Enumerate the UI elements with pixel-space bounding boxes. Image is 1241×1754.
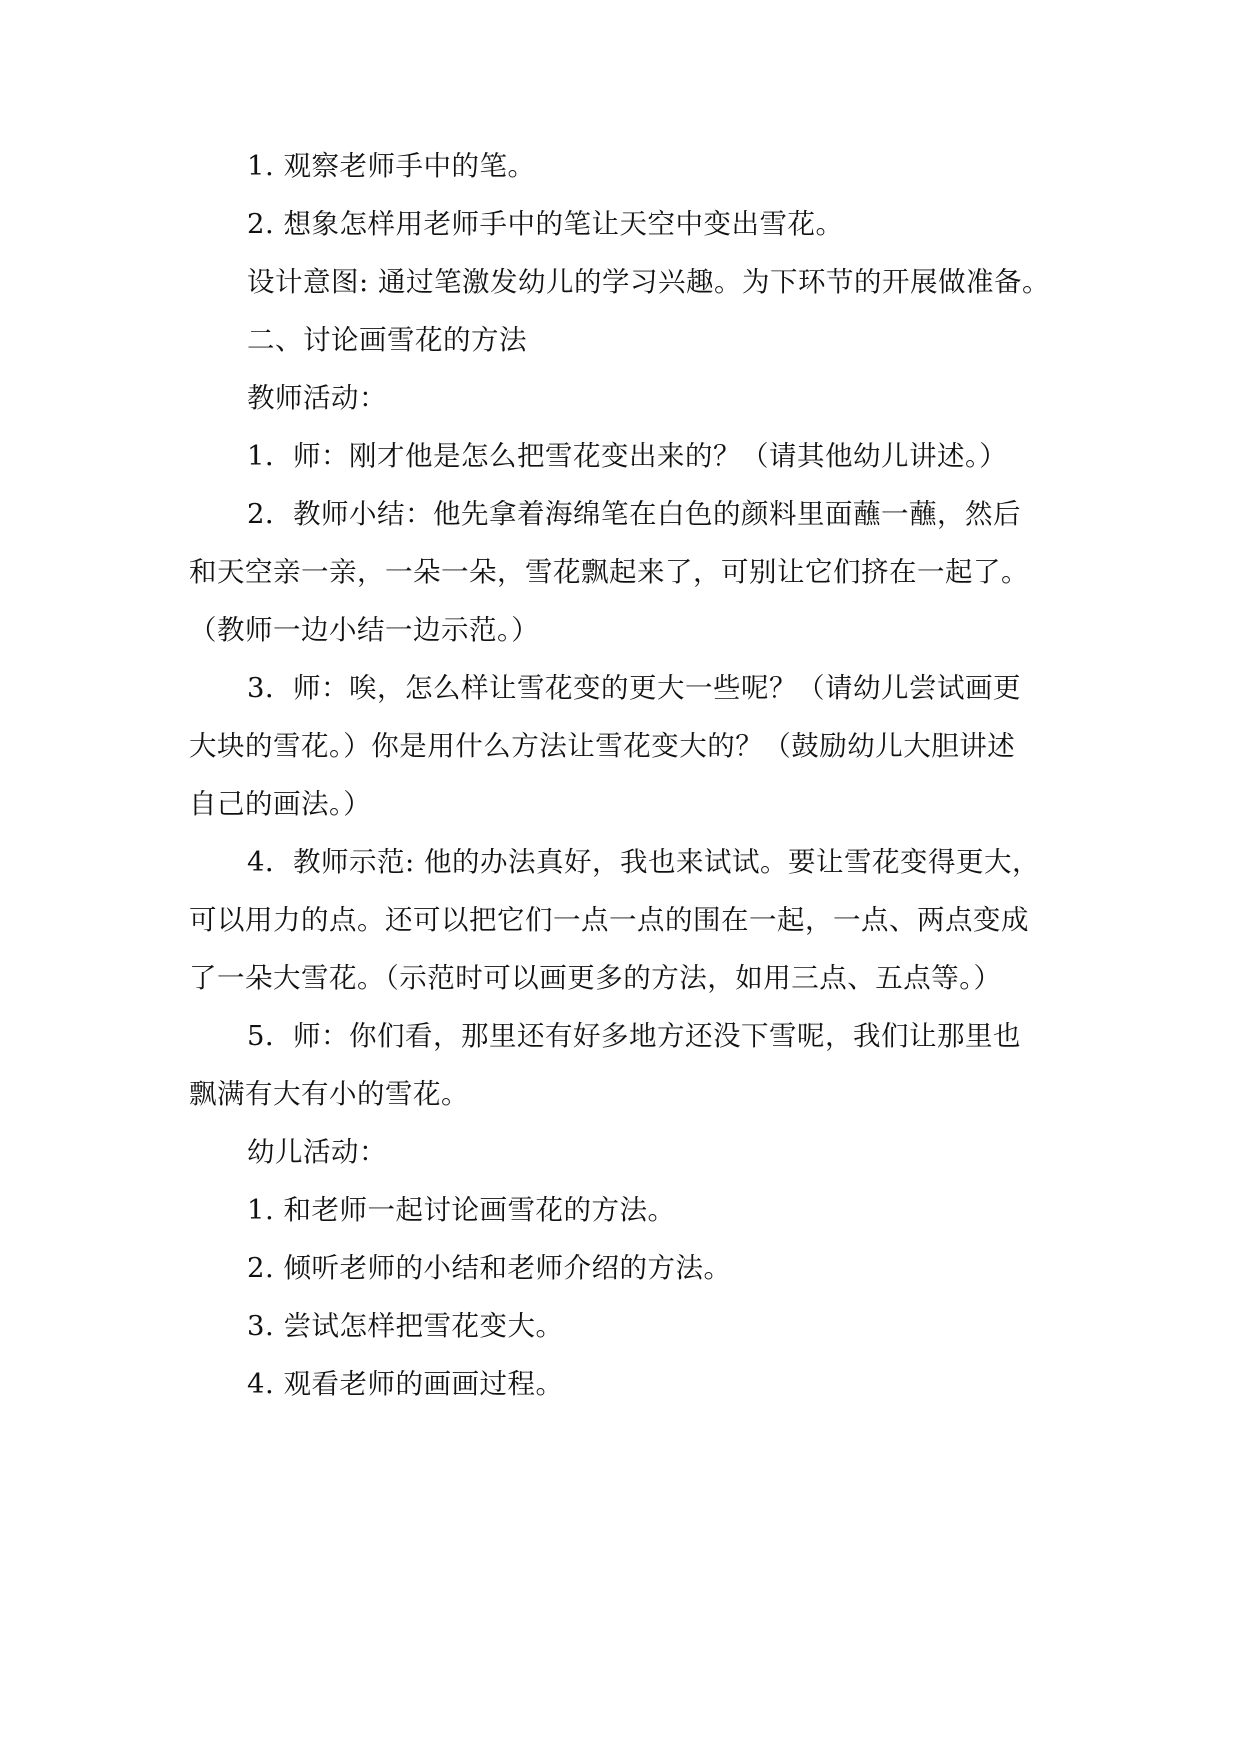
paragraph-line: 2. 倾听老师的小结和老师介绍的方法。: [247, 1252, 732, 1284]
paragraph-line: 2．教师小结：他先拿着海绵笔在白色的颜料里面蘸一蘸，然后: [247, 498, 1021, 530]
paragraph-line: 5．师：你们看，那里还有好多地方还没下雪呢，我们让那里也: [247, 1020, 1021, 1052]
paragraph-line: 1．师：刚才他是怎么把雪花变出来的？（请其他幼儿讲述。）: [247, 440, 1008, 472]
paragraph-line: 3．师：唉，怎么样让雪花变的更大一些呢？（请幼儿尝试画更: [247, 672, 1021, 704]
paragraph-line: 设计意图: 通过笔激发幼儿的学习兴趣。为下环节的开展做准备。: [247, 266, 1051, 298]
section-heading: 二、讨论画雪花的方法: [247, 324, 527, 356]
paragraph-line: 和天空亲一亲，一朵一朵，雪花飘起来了，可别让它们挤在一起了。: [189, 556, 1029, 588]
paragraph-line: 3. 尝试怎样把雪花变大。: [247, 1310, 564, 1342]
paragraph-line: 了一朵大雪花。（示范时可以画更多的方法，如用三点、五点等。）: [189, 962, 1002, 994]
paragraph-line: 4. 观看老师的画画过程。: [247, 1368, 564, 1400]
paragraph-line: 2. 想象怎样用老师手中的笔让天空中变出雪花。: [247, 208, 844, 240]
paragraph-line: 飘满有大有小的雪花。: [189, 1078, 469, 1110]
paragraph-line: 可以用力的点。还可以把它们一点一点的围在一起，一点、两点变成: [189, 904, 1029, 936]
paragraph-line: 1. 观察老师手中的笔。: [247, 150, 536, 182]
paragraph-line: 4．教师示范: 他的办法真好，我也来试试。要让雪花变得更大，: [247, 846, 1041, 878]
paragraph-line: （教师一边小结一边示范。）: [189, 614, 540, 646]
subheading: 幼儿活动：: [247, 1136, 387, 1168]
paragraph-line: 1. 和老师一起讨论画雪花的方法。: [247, 1194, 676, 1226]
paragraph-line: 自己的画法。）: [189, 788, 372, 820]
paragraph-line: 大块的雪花。）你是用什么方法让雪花变大的？（鼓励幼儿大胆讲述: [189, 730, 1016, 762]
subheading: 教师活动：: [247, 382, 387, 414]
